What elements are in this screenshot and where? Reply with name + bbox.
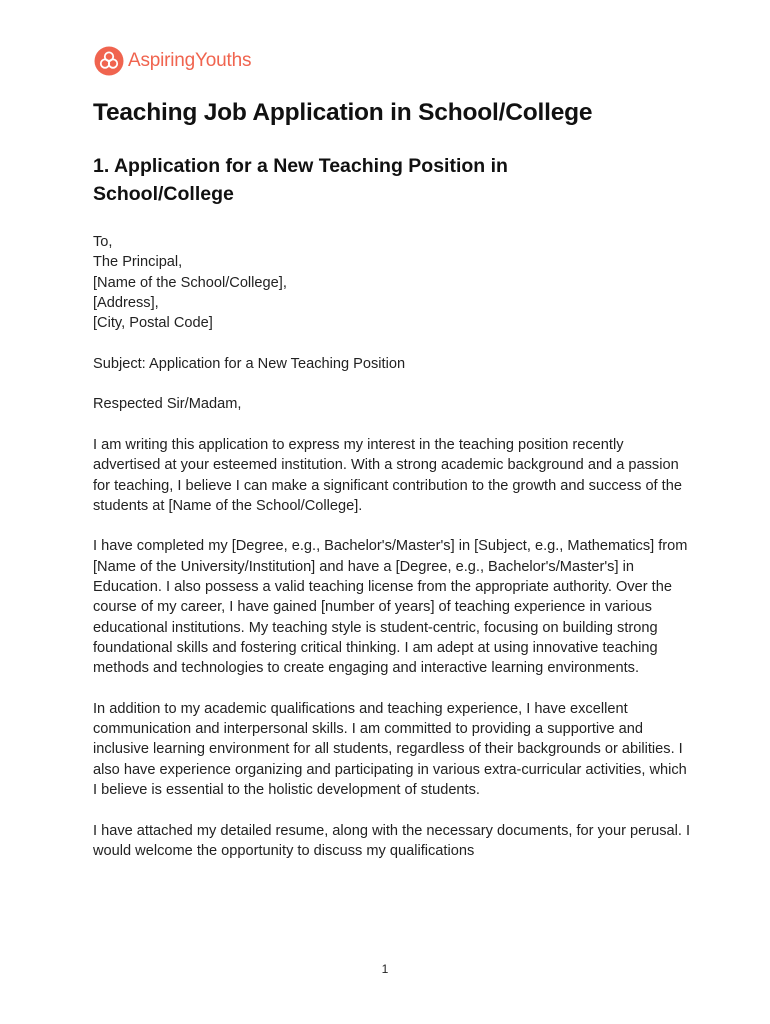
body-paragraph: I have attached my detailed resume, along with the necessary documents, for your perusal. I would welcome the opportunity to discuss my qualifications <box>93 822 691 859</box>
body-paragraph: In addition to my academic qualifications and teaching experience, I have excellent communication and interpersonal skills. I am committed to providing a supportive and inclusive learning environment for all students, regardless of their backgrounds or abilities. I also have experience organizing and participating in various extra-curricular activities, which I believe is essential to the holistic development of students. <box>93 700 687 799</box>
page-title: Teaching Job Application in School/College <box>93 99 593 126</box>
brand-name: AspiringYouths <box>128 50 252 71</box>
address-line: [Address], <box>93 294 159 311</box>
address-line: The Principal, <box>93 254 183 271</box>
section-heading: 1. Application for a New Teaching Position in School/College <box>93 155 508 205</box>
brand-logo[interactable] <box>94 45 251 77</box>
body-paragraph: I am writing this application to express my interest in the teaching position recently advertised at your esteemed institution. With a strong academic background and a passion for teaching, I believe I can make a significant contribution to the growth and success of the students at [Name of the School/College]. <box>93 436 682 514</box>
subject-line: Subject: Application for a New Teaching Position <box>93 355 406 372</box>
page-number: 1 <box>381 962 389 976</box>
aspiringyouths-logo-icon <box>94 46 124 76</box>
document-body <box>93 96 693 882</box>
body-paragraph: I have completed my [Degree, e.g., Bachelor's/Master's] in [Subject, e.g., Mathematics] from [Name of the University/Institution] and have a [Degree, e.g., Bachelor's/Master's] in Education. I also possess a valid teaching license from the appropriate authority. Over the course of my career, I have gained [number of years] of teaching experience in various educational institutions. My teaching style is student-centric, focusing on building strong foundational skills and fostering critical thinking. I am adept at using innovative teaching methods and technologies to create engaging and interactive learning environments. <box>93 538 688 677</box>
recipient-address <box>93 232 693 333</box>
application-letter <box>93 232 693 861</box>
address-line: [Name of the School/College], <box>93 274 287 291</box>
address-line: To, <box>93 234 113 250</box>
address-line: [City, Postal Code] <box>93 315 213 332</box>
salutation: Respected Sir/Madam, <box>93 396 242 413</box>
